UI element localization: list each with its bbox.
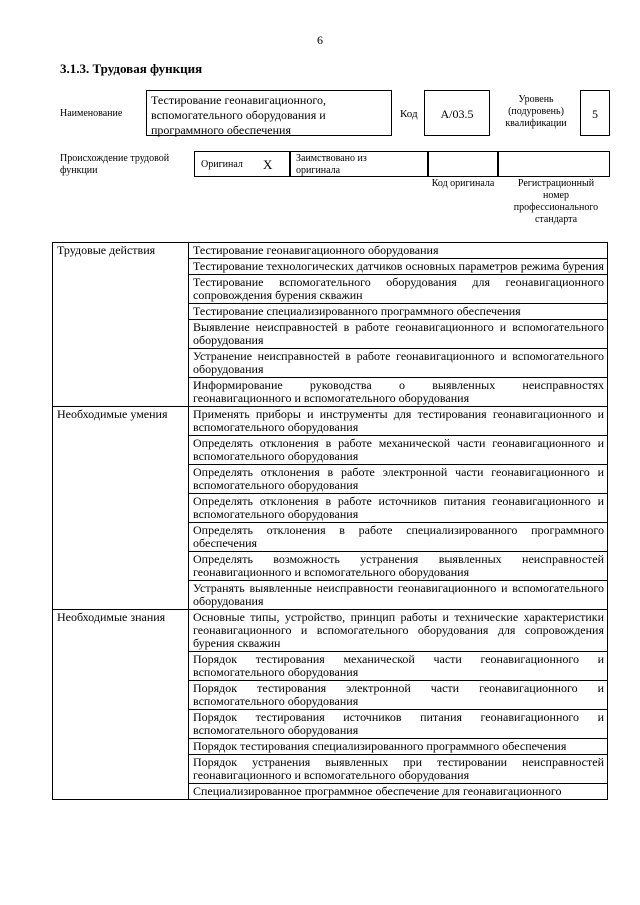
table-cell: Устранять выявленные неисправности геонавигационного и вспомогательного оборудования	[189, 581, 608, 610]
borrowed-label: Заимствовано из оригинала	[296, 153, 367, 176]
code-label: Код	[400, 108, 418, 120]
borrowed-cell	[290, 151, 428, 177]
table-cell: Устранение неисправностей в работе геонавигационного и вспомогательного оборудования	[189, 349, 608, 378]
table-row	[53, 610, 608, 652]
table-cell: Порядок тестирования механической части геонавигационного и вспомогательного оборудования	[189, 652, 608, 681]
code-caption: Код оригинала	[431, 178, 495, 189]
table-cell: Тестирование вспомогательного оборудования для геонавигационного сопровождения бурения скважин	[189, 275, 608, 304]
function-table-body	[53, 243, 608, 800]
original-mark: X	[263, 157, 273, 172]
origin-label: Происхождение трудовой функции	[60, 153, 170, 176]
table-cell: Тестирование геонавигационного оборудования	[189, 243, 608, 259]
code-value-box: А/03.5	[424, 90, 490, 136]
original-label: Оригинал	[201, 159, 243, 170]
page-number: 6	[317, 33, 323, 47]
table-row	[53, 243, 608, 259]
original-cell	[194, 151, 290, 177]
table-cell: Определять возможность устранения выявленных неисправностей геонавигационного и вспомогательного оборудования	[189, 552, 608, 581]
level-label: Уровень (подуровень) квалификации	[505, 94, 567, 129]
table-cell: Определять отклонения в работе электронной части геонавигационного и вспомогательного оборудования	[189, 465, 608, 494]
table-cell: Специализированное программное обеспечение для геонавигационного	[189, 784, 608, 800]
table-cell: Основные типы, устройство, принцип работы и технические характеристики геонавигационного и вспомогательного оборудования для сопровождения бурения скважин	[189, 610, 608, 652]
table-cell: Порядок тестирования источников питания геонавигационного и вспомогательного оборудования	[189, 710, 608, 739]
section-title: 3.1.3. Трудовая функция	[60, 61, 203, 76]
table-cell: Порядок тестирования электронной части геонавигационного и вспомогательного оборудования	[189, 681, 608, 710]
table-cell: Определять отклонения в работе специализированного программного обеспечения	[189, 523, 608, 552]
section-heading: Необходимые умения	[53, 407, 189, 610]
table-cell: Порядок тестирования специализированного программного обеспечения	[189, 739, 608, 755]
table-cell: Порядок устранения выявленных при тестировании неисправностей геонавигационного и вспомогательного оборудования	[189, 755, 608, 784]
table-cell: Определять отклонения в работе механической части геонавигационного и вспомогательного оборудования	[189, 436, 608, 465]
table-cell: Тестирование технологических датчиков основных параметров режима бурения	[189, 259, 608, 275]
section-heading: Трудовые действия	[53, 243, 189, 407]
reg-number-cell	[498, 151, 610, 177]
function-name-box: Тестирование геонавигационного, вспомогательного оборудования и программного обеспечения	[146, 90, 392, 136]
table-row	[53, 407, 608, 436]
function-table	[52, 242, 608, 800]
table-cell: Выявление неисправностей в работе геонавигационного и вспомогательного оборудования	[189, 320, 608, 349]
table-cell: Тестирование специализированного программного обеспечения	[189, 304, 608, 320]
section-heading: Необходимые знания	[53, 610, 189, 800]
table-cell: Информирование руководства о выявленных неисправностях геонавигационного и вспомогательного оборудования	[189, 378, 608, 407]
table-cell: Применять приборы и инструменты для тестирования геонавигационного и вспомогательного оборудования	[189, 407, 608, 436]
level-value-box: 5	[580, 90, 610, 136]
table-cell: Определять отклонения в работе источников питания геонавигационного и вспомогательного оборудования	[189, 494, 608, 523]
original-code-cell	[428, 151, 498, 177]
reg-caption: Регистрационный номер профессионального стандарта	[513, 178, 599, 225]
name-label: Наименование	[60, 108, 123, 119]
